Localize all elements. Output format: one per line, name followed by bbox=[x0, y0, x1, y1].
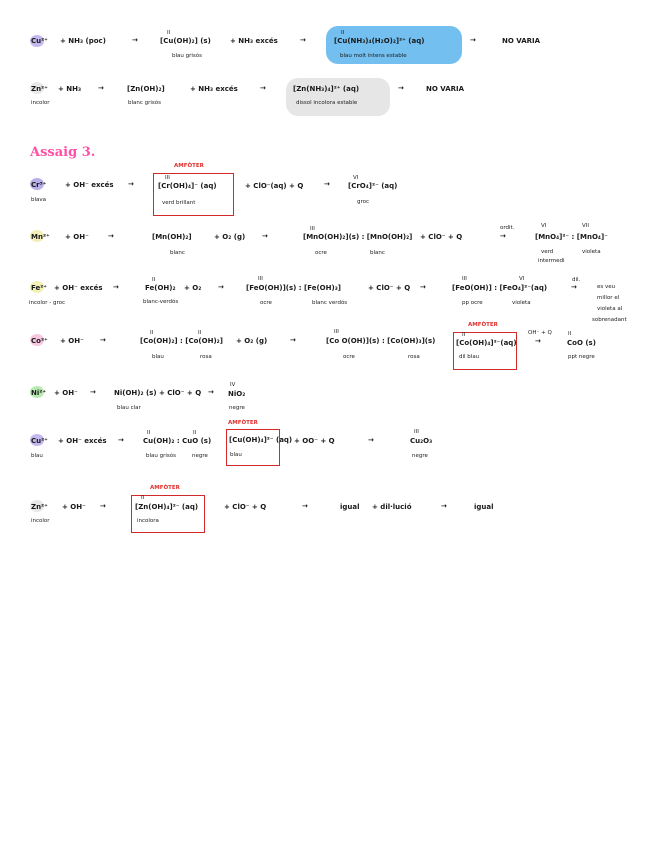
side-note: millor el bbox=[597, 295, 620, 301]
reagent: + OO⁻ + Q bbox=[294, 437, 335, 445]
arrow: → bbox=[118, 436, 124, 444]
complex-product: [Co(OH)₄]²⁻(aq) bbox=[456, 339, 517, 347]
product-note: blanc grisós bbox=[128, 100, 162, 106]
arrow: → bbox=[262, 232, 268, 240]
reagent-excess: + NH₃ excés bbox=[190, 85, 238, 93]
product: [Cu(OH)₂] (s) bbox=[160, 37, 211, 45]
amphoteric-label: AMFÒTER bbox=[150, 485, 180, 491]
product-note: blau grisós bbox=[172, 53, 203, 59]
reagent: + OH⁻ bbox=[62, 503, 86, 511]
product-note: negre bbox=[192, 453, 208, 459]
arrow: → bbox=[535, 337, 541, 345]
oxidation-state: II bbox=[198, 330, 202, 336]
complex-note: blau bbox=[230, 452, 242, 458]
ion-note: blava bbox=[31, 197, 47, 203]
arrow: → bbox=[90, 388, 96, 396]
complex-note: blau molt intens estable bbox=[340, 53, 407, 59]
product: [FeO(OH)](s) : [Fe(OH)₃] bbox=[246, 284, 341, 292]
product: [FeO(OH)] : [FeO₄]²⁻(aq) bbox=[452, 284, 548, 292]
result: igual bbox=[340, 503, 360, 511]
reactant-ion: Cr³⁺ bbox=[31, 181, 47, 189]
oxidation-state: III bbox=[165, 175, 170, 181]
oxidation-state: III bbox=[462, 276, 467, 282]
oxidation-state: II bbox=[141, 495, 145, 501]
reactant-ion: Zn²⁺ bbox=[31, 503, 48, 511]
product: [Zn(OH)₂] bbox=[127, 85, 165, 93]
reactant-ion: Ni²⁺ bbox=[31, 389, 47, 397]
product-note: ocre bbox=[260, 300, 272, 306]
complex-product: [Cr(OH)₄]⁻ (aq) bbox=[158, 182, 217, 190]
amphoteric-label: AMFÒTER bbox=[468, 322, 498, 328]
reagent: + NH₃ (poc) bbox=[60, 37, 106, 45]
product-note: blanc verdós bbox=[312, 300, 348, 306]
product-note: ocre bbox=[315, 250, 327, 256]
arrow: → bbox=[108, 232, 114, 240]
oxidation-state: II bbox=[341, 30, 345, 36]
reagent: + dil·lució bbox=[372, 503, 412, 511]
ion-note: incolor bbox=[31, 100, 50, 106]
product-note: groc bbox=[357, 199, 370, 205]
reagent: + OH⁻ bbox=[54, 389, 78, 397]
reagent: + O₂ (g) bbox=[236, 337, 268, 345]
arrow: → bbox=[100, 336, 106, 344]
arrow: → bbox=[420, 283, 426, 291]
reagent: + ClO⁻(aq) + Q bbox=[245, 182, 304, 190]
complex-product: [Cu(NH₃)₄(H₂O)₂]²⁺ (aq) bbox=[334, 37, 425, 45]
oxidation-state: II bbox=[568, 331, 572, 337]
oxidation-state: VI bbox=[353, 175, 359, 181]
arrow: → bbox=[368, 436, 374, 444]
result: NO VARIA bbox=[502, 37, 541, 45]
reagent: + OH⁻ bbox=[60, 337, 84, 345]
product-note: pp ocre bbox=[462, 300, 483, 306]
product: [Co(OH)₂] : [Co(OH)₂] bbox=[140, 337, 223, 345]
reactant-ion: Co²⁺ bbox=[31, 337, 48, 345]
product-note: violeta bbox=[512, 300, 531, 306]
arrow: → bbox=[500, 232, 506, 240]
complex-note: incolora bbox=[137, 518, 159, 524]
product: NiO₂ bbox=[228, 390, 246, 398]
complex-product: [Cu(OH)₄]²⁻ (aq) bbox=[229, 436, 293, 444]
product-note: negre bbox=[412, 453, 428, 459]
arrow: → bbox=[218, 283, 224, 291]
arrow: → bbox=[302, 502, 308, 510]
product: [Co O(OH)](s) : [Co(OH)₃](s) bbox=[326, 337, 436, 345]
reagent: + O₂ (g) bbox=[214, 233, 246, 241]
reagent: + NH₃ bbox=[58, 85, 82, 93]
oxidation-state: II bbox=[167, 30, 171, 36]
arrow: → bbox=[571, 283, 577, 291]
arrow-note: OH⁻ + Q bbox=[528, 330, 552, 336]
ion-note: blau bbox=[31, 453, 43, 459]
reagent: + ClO⁻ + Q bbox=[224, 503, 267, 511]
oxidation-state: III bbox=[258, 276, 263, 282]
reagent: + OH⁻ excés bbox=[58, 437, 107, 445]
product-note: verd bbox=[541, 249, 554, 255]
reagent: + ClO⁻ + Q bbox=[420, 233, 463, 241]
arrow: → bbox=[208, 388, 214, 396]
oxidation-state: VII bbox=[582, 223, 590, 229]
oxidation-state: III bbox=[334, 329, 339, 335]
result: NO VARIA bbox=[426, 85, 465, 93]
amphoteric-label: AMFÒTER bbox=[228, 420, 258, 426]
product: [MnO(OH)₂](s) : [MnO(OH)₂] bbox=[303, 233, 413, 241]
side-note: es veu bbox=[597, 284, 616, 290]
reactant-ion: Mn²⁺ bbox=[31, 233, 50, 241]
reagent: + OH⁻ bbox=[65, 233, 89, 241]
product-note: ppt negre bbox=[568, 354, 595, 360]
product-highlight bbox=[286, 78, 390, 116]
section-title: Assaig 3. bbox=[30, 145, 96, 160]
ion-note: incolor - groc bbox=[29, 300, 66, 306]
arrow: → bbox=[441, 502, 447, 510]
product: [Mn(OH)₂] bbox=[152, 233, 192, 241]
arrow: → bbox=[100, 502, 106, 510]
product: [MnO₄]²⁻ : [MnO₄]⁻ bbox=[535, 233, 608, 241]
complex-note: verd brillant bbox=[162, 200, 196, 206]
complex-note: dil blau bbox=[459, 354, 480, 360]
amphoteric-box bbox=[226, 429, 280, 466]
oxidation-state: VI bbox=[519, 276, 525, 282]
reactant-ion: Fe²⁺ bbox=[31, 284, 48, 292]
product-note: blanc bbox=[370, 250, 385, 256]
arrow: → bbox=[470, 36, 476, 44]
reagent-excess: + NH₃ excés bbox=[230, 37, 278, 45]
oxidation-state: VI bbox=[541, 223, 547, 229]
reagent: + ClO⁻ + Q bbox=[368, 284, 411, 292]
product-note: blau grisós bbox=[146, 453, 177, 459]
product-note: rosa bbox=[200, 354, 212, 360]
product-note: blanc bbox=[170, 250, 185, 256]
reactant-ion: Cu²⁺ bbox=[31, 37, 48, 45]
product-note: blau clar bbox=[117, 405, 141, 411]
product-note: violeta bbox=[582, 249, 601, 255]
reagent: + O₂ bbox=[184, 284, 202, 292]
arrow-note: ordit. bbox=[500, 225, 515, 231]
oxidation-state: III bbox=[310, 226, 315, 232]
arrow: → bbox=[260, 84, 266, 92]
oxidation-state: II bbox=[152, 277, 156, 283]
arrow: → bbox=[398, 84, 404, 92]
arrow: → bbox=[128, 180, 134, 188]
arrow-note: dil. bbox=[572, 277, 581, 283]
arrow: → bbox=[324, 180, 330, 188]
oxidation-state: II bbox=[193, 430, 197, 436]
product-note: ocre bbox=[343, 354, 355, 360]
product-note: blanc-verdós bbox=[143, 299, 179, 305]
product: Fe(OH)₂ bbox=[145, 284, 176, 292]
arrow: → bbox=[290, 336, 296, 344]
oxidation-state: IV bbox=[230, 382, 236, 388]
product: [CrO₄]²⁻ (aq) bbox=[348, 182, 398, 190]
oxidation-state: II bbox=[150, 330, 154, 336]
product: Cu(OH)₂ : CuO (s) bbox=[143, 437, 212, 445]
oxidation-state: III bbox=[414, 429, 419, 435]
reagent: + OH⁻ excés bbox=[65, 181, 114, 189]
reactant-ion: Cu²⁺ bbox=[31, 437, 48, 445]
arrow: → bbox=[300, 36, 306, 44]
product-note: negre bbox=[229, 405, 245, 411]
ion-note: incolor bbox=[31, 518, 50, 524]
product-note: intermedi bbox=[538, 258, 565, 264]
arrow: → bbox=[113, 283, 119, 291]
side-note: violeta al bbox=[597, 306, 623, 312]
side-note: sobrenadant bbox=[592, 317, 627, 323]
product-note: blau bbox=[152, 354, 164, 360]
product: Ni(OH)₂ (s) + ClO⁻ + Q bbox=[114, 389, 202, 397]
amphoteric-label: AMFÒTER bbox=[174, 163, 204, 169]
reactant-ion: Zn²⁺ bbox=[31, 85, 48, 93]
arrow: → bbox=[98, 84, 104, 92]
oxidation-state: II bbox=[462, 332, 466, 338]
oxidation-state: II bbox=[147, 430, 151, 436]
complex-note: dissol incolora estable bbox=[296, 100, 358, 106]
product-note: rosa bbox=[408, 354, 420, 360]
product: CoO (s) bbox=[567, 339, 596, 347]
product: Cu₂O₃ bbox=[410, 437, 433, 445]
result: igual bbox=[474, 503, 494, 511]
reagent: + OH⁻ excés bbox=[54, 284, 103, 292]
complex-product: [Zn(NH₃)₄]²⁺ (aq) bbox=[293, 85, 360, 93]
complex-product: [Zn(OH)₄]²⁻ (aq) bbox=[135, 503, 199, 511]
arrow: → bbox=[132, 36, 138, 44]
